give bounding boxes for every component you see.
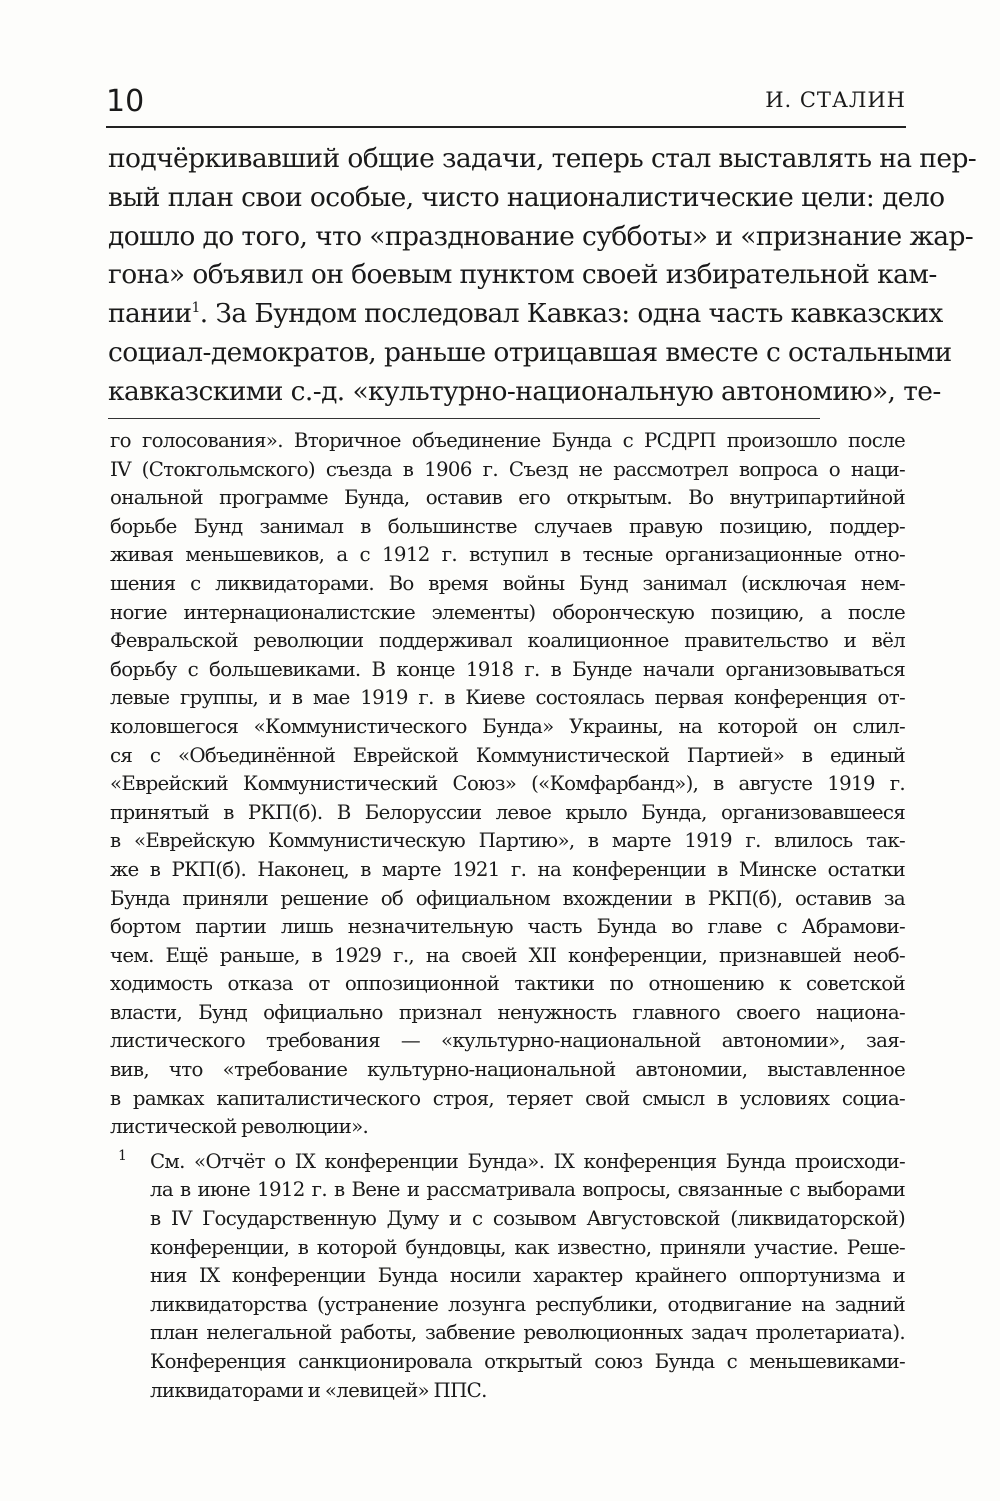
text-line: дошло до того, что «празднование субботы» и «признание жар- bbox=[108, 220, 974, 252]
footnote-line: ся с «Объединённой Еврейской Коммунистической Партией» в единый bbox=[110, 743, 905, 767]
footnote-line: ла в июне 1912 г. в Вене и рассматривала вопросы, связанные с выборами bbox=[150, 1178, 905, 1202]
text-fragment: пании bbox=[108, 298, 192, 330]
text-line: кавказскими с.-д. «культурно-национальную автономию», те- bbox=[108, 375, 941, 407]
footnote-line: Февральской революции поддерживал коалиционное правительство и вёл bbox=[110, 629, 905, 653]
footnote-line: ния IX конференции Бунда носили характер крайнего оппортунизма и bbox=[150, 1264, 905, 1288]
footnote-line: листической революции». bbox=[110, 1115, 369, 1139]
footnote-line: в IV Государственную Думу и с созывом Августовской (ликвидаторской) bbox=[150, 1207, 905, 1231]
footnote-continued bbox=[110, 427, 905, 1142]
footnote-line: же в РКП(б). Наконец, в марте 1921 г. на конференции в Минске остатки bbox=[110, 857, 905, 881]
footnote-line: вив, что «требование культурно-национальной автономии, выставленное bbox=[110, 1058, 905, 1082]
footnote-line: план нелегальной работы, забвение революционных задач пролетариата). bbox=[150, 1321, 905, 1345]
footnote-line: коловшегося «Коммунистического Бунда» Украины, на которой он слил- bbox=[110, 714, 905, 738]
text-line: подчёркивавший общие задачи, теперь стал выставлять на пер- bbox=[108, 143, 977, 174]
footnote-line: власти, Бунд официально признал ненужность главного своего национа- bbox=[110, 1000, 905, 1024]
text-fragment: . За Бундом последовал Кавказ: одна часть кавказских bbox=[199, 298, 943, 330]
footnote-line: го голосования». Вторичное объединение Бунда с РСДРП произошло после bbox=[110, 429, 905, 452]
footnote-line: чем. Ещё раньше, в 1929 г., на своей XII конференции, признавшей необ- bbox=[110, 943, 905, 967]
footnote-line: ногие интернационалистские элементы) оборонческую позицию, а после bbox=[110, 600, 905, 624]
footnote-line: IV (Стокгольмского) съезда в 1906 г. Съезд не рассмотрел вопроса о наци- bbox=[110, 457, 905, 481]
footnote-line: принятый в РКП(б). В Белоруссии левое крыло Бунда, организовавшееся bbox=[110, 800, 905, 824]
footnote-line: ликвидаторами и «левицей» ППС. bbox=[150, 1378, 487, 1402]
footnote-line: листического требования — «культурно-национальной автономии», зая- bbox=[110, 1029, 905, 1053]
footnote-marker: 1 bbox=[118, 1147, 127, 1164]
footnote-ref[interactable]: 1 bbox=[191, 300, 200, 317]
footnote-line: ходимость отказа от оппозиционной тактики по отношению к советской bbox=[110, 972, 905, 996]
footnote-line: борьбу с большевиками. В конце 1918 г. в Бунде начали организовываться bbox=[110, 657, 905, 681]
footnote-line: Бунда приняли решение об официальном вхождении в РКП(б), оставив за bbox=[110, 886, 905, 910]
running-header bbox=[106, 82, 906, 128]
footnote-line: конференции, в которой бундовцы, как известно, приняли участие. Реше- bbox=[150, 1235, 905, 1259]
text-line: социал-демократов, раньше отрицавшая вместе с остальными bbox=[108, 336, 952, 368]
footnote-line: См. «Отчёт о IX конференции Бунда». IX конференция Бунда происходи- bbox=[150, 1149, 905, 1173]
footnote-line: живая меньшевиков, а с 1912 г. вступил в тесные организационные отно- bbox=[110, 543, 905, 567]
footnote-separator bbox=[108, 418, 820, 419]
footnote-line: ональной программе Бунда, оставив его открытым. Во внутрипартийной bbox=[110, 486, 905, 510]
text-line: вый план свои особые, чисто националистические цели: дело bbox=[108, 181, 945, 213]
footnote-line: бортом партии лишь незначительную часть Бунда во главе с Абрамови- bbox=[110, 915, 905, 939]
footnote-line: Конференция санкционировала открытый союз Бунда с меньшевиками- bbox=[150, 1350, 905, 1373]
text-line: гона» объявил он боевым пунктом своей избирательной кам- bbox=[108, 259, 937, 291]
main-text bbox=[108, 140, 977, 412]
running-head-title: И. СТАЛИН bbox=[765, 88, 906, 112]
footnote-line: левые группы, и в мае 1919 г. в Киеве состоялась первая конференция от- bbox=[110, 686, 905, 710]
footnote-line: в «Еврейскую Коммунистическую Партию», в марте 1919 г. влилось так- bbox=[110, 829, 905, 853]
footnote-line: шения с ликвидаторами. Во время войны Бунд занимал (исключая нем- bbox=[110, 571, 905, 595]
footnote-1 bbox=[118, 1147, 905, 1405]
footnotes bbox=[110, 427, 905, 1405]
footnote-line: в рамках капиталистического строя, теряет свой смысл в условиях социа- bbox=[110, 1086, 905, 1110]
page-number: 10 bbox=[106, 84, 145, 119]
footnote-line: борьбе Бунд занимал в большинстве случаев правую позицию, поддер- bbox=[110, 514, 905, 538]
footnote-line: ликвидаторства (устранение лозунга республики, отодвигание на задний bbox=[150, 1292, 905, 1316]
footnote-line: «Еврейский Коммунистический Союз» («Комфарбанд»), в августе 1919 г. bbox=[110, 772, 905, 796]
text-line bbox=[108, 295, 943, 334]
